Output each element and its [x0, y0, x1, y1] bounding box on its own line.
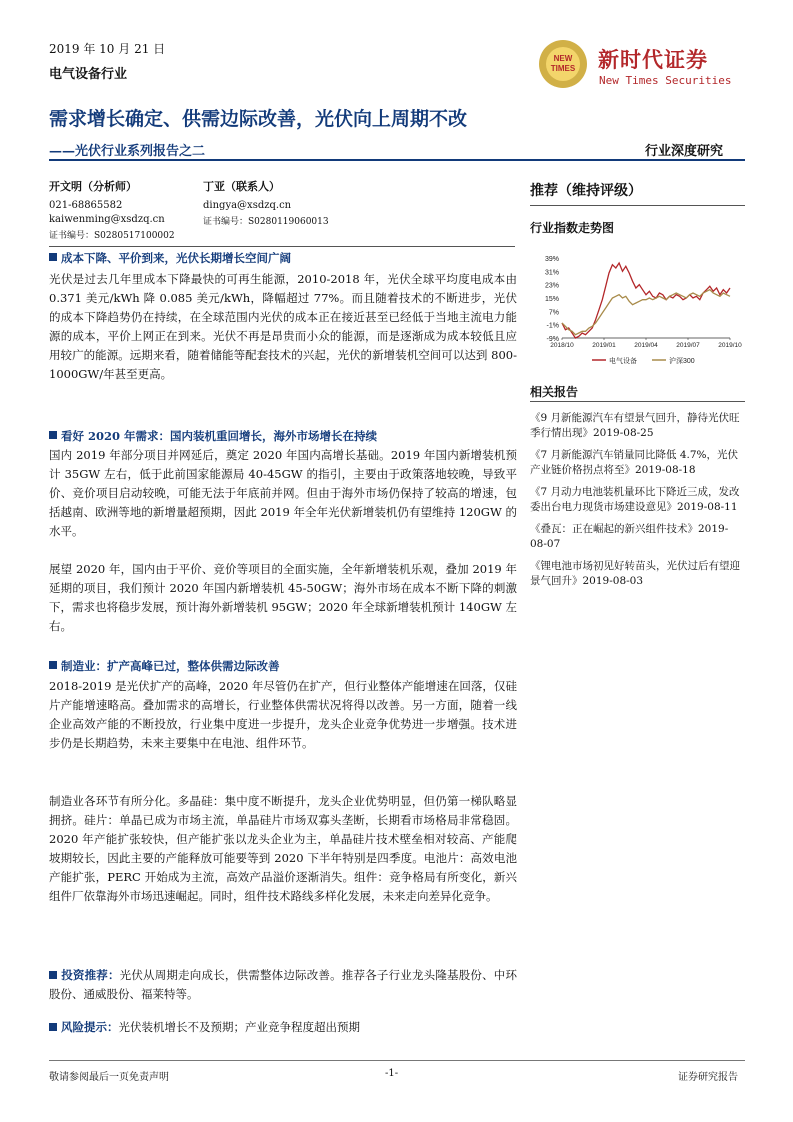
related-report-title: 《7 月新能源汽车销量同比降低 4.7%，光伏产业链价格拐点将至》: [530, 449, 739, 476]
related-report-title: 《7 月动力电池装机量环比下降近三成，发改委出台电力现货市场建设意见》: [530, 486, 740, 513]
y-tick-label: 39%: [544, 256, 559, 263]
analyst-email[interactable]: kaiwenming@xsdzq.cn: [49, 214, 165, 225]
x-tick-label: 2019/01: [592, 342, 616, 349]
y-tick-label: 7%: [548, 309, 559, 317]
section-heading: 制造业：扩产高峰已过，整体供需边际改善: [49, 658, 280, 674]
y-tick-label: 15%: [544, 296, 559, 303]
related-report-item[interactable]: [530, 411, 745, 441]
x-tick-label: 2018/10: [550, 342, 574, 349]
svg-text:TIMES: TIMES: [550, 64, 576, 73]
report-subtitle: ——光伏行业系列报告之二: [49, 144, 206, 159]
related-reports-list: [530, 411, 745, 596]
risk-warning: 风险提示：光伏装机增长不及预期；产业竞争程度超出预期: [49, 1018, 517, 1037]
bullet-square-icon: [49, 661, 57, 669]
related-report-date: 2019-08-03: [582, 575, 644, 587]
rating-divider: [530, 205, 745, 206]
title-divider: [49, 159, 745, 161]
section-paragraph: 2018-2019 是光伏扩产的高峰，2020 年尽管仍在扩产，但行业整体产能增速在回落，仅硅片产能增速略高。叠加需求的高增长，行业整体供需状况将得以改善。另一方面，随着一线企业高效产能的不断投放，行业集中度进一步提升，龙头企业竞争优势进一步增强。技术进步仍是长期趋势，未来主要集中在电池、组件环节。: [49, 679, 517, 750]
bullet-square-icon: [49, 431, 57, 439]
related-report-title: 《9 月新能源汽车有望景气回升，静待光伏旺季行情出现》: [530, 412, 740, 439]
related-report-date: 2019-08-07: [530, 523, 729, 550]
legend-label: 沪深300: [669, 358, 695, 365]
report-type: 行业深度研究: [645, 144, 724, 159]
contact-email[interactable]: dingya@xsdzq.cn: [203, 200, 292, 211]
analyst-primary: [49, 180, 175, 243]
related-report-item[interactable]: [530, 559, 745, 589]
svg-text:NEW: NEW: [553, 54, 573, 63]
section-heading: 成本下降、平价到来，光伏长期增长空间广阔: [49, 250, 291, 266]
section-paragraph: 制造业各环节有所分化。多晶硅：集中度不断提升，龙头企业优势明显，但仍第一梯队略显拥挤。硅片：单晶已成为市场主流，单晶硅片市场双寡头垄断，长期看市场格局非常稳固。2020 年产能扩张较快，但产能扩张以龙头企业为主，单晶硅片技术壁垒相对较高、产能爬坡期较长，因此主要的产能释放可能要等到 2020 下半年特别是四季度。电池片：高效电池产能扩张，PERC 开始成为主流，高效产品溢价逐渐消失。组件：竞争格局有所变化，新兴组件厂依靠海外市场迅速崛起。同时，组件技术路线多样化发展，未来走向差异化竞争。: [49, 794, 517, 903]
index-trend-chart: [530, 250, 745, 375]
analyst-name: 开文明（分析师）: [49, 180, 137, 193]
section-paragraph: 展望 2020 年，国内由于平价、竞价等项目的全面实施，全年新增装机乐观，叠加 2019 年延期的项目，我们预计 2020 年国内新增装机 45-50GW；海外市场在成本不断下降的刺激下，需求也将稳步发展，预计海外新增装机 95GW；2020 年全球新增装机预计 140GW 左右。: [49, 562, 517, 633]
report-title: 需求增长确定、供需边际改善，光伏向上周期不改: [49, 108, 468, 130]
chart-title: 行业指数走势图: [530, 221, 615, 235]
analyst-divider: [49, 246, 515, 247]
footer-report-type: 证券研究报告: [678, 1072, 738, 1083]
y-tick-label: -1%: [546, 322, 559, 330]
related-reports-title: 相关报告: [530, 385, 579, 399]
industry-label: 电气设备行业: [49, 67, 128, 82]
bullet-square-icon: [49, 1023, 57, 1031]
contact-cert: 证书编号：S0280119060013: [203, 217, 329, 227]
x-tick-label: 2019/04: [634, 342, 658, 349]
y-tick-label: 31%: [544, 269, 559, 277]
analyst-phone: 021-68865582: [49, 200, 123, 211]
page-number: -1-: [385, 1068, 399, 1079]
logo-chinese-name: 新时代证券: [598, 47, 708, 72]
related-report-item[interactable]: [530, 522, 745, 552]
analyst-cert: 证书编号：S0280517100002: [49, 231, 175, 241]
bullet-square-icon: [49, 253, 57, 261]
related-divider: [530, 401, 745, 402]
series-line-electrical-equipment: [562, 263, 730, 338]
legend-label: 电气设备: [609, 358, 637, 365]
related-report-item[interactable]: [530, 485, 745, 515]
bullet-square-icon: [49, 971, 57, 979]
related-report-date: 2019-08-18: [635, 464, 696, 476]
logo-english-name: New Times Securities: [599, 74, 732, 87]
y-tick-label: 23%: [544, 282, 559, 290]
section-paragraph: 国内 2019 年部分项目并网延后，奠定 2020 年国内高增长基础。2019 年国内新增装机预计 35GW 左右，低于此前国家能源局 40-45GW 的指引，主要由于政策落地较晚，导致平价、竞价项目启动较晚，可能无法于年底前并网。但由于海外市场仍保持了较高的增速，包括越南、欧洲等地的新增量超预期，因此 2019 年全年光伏新增装机仍有望维持 120GW 的水平。: [49, 448, 517, 538]
analyst-contact: [203, 180, 329, 229]
section-paragraph: 光伏是过去几年里成本下降最快的可再生能源，2010-2018 年，光伏全球平均度电成本由 0.371 美元/kWh 降 0.085 美元/kWh，降幅超过 77%。而且随着技术的不断进步，光伏的成本下降趋势仍在持续，在全球范围内光伏的成本正在接近甚至已经低于当地主流电力能源的成本，平价上网正在到来。光伏不再是昂贵而小众的能源，而是逐渐成为成本较低且应用较广的能源。远期来看，随着储能等配套技术的兴起，光伏的新增装机空间可以达到 800-1000GW/年甚至更高。: [49, 272, 517, 381]
related-report-date: 2019-08-11: [677, 501, 738, 513]
related-report-title: 《叠瓦：正在崛起的新兴组件技术》: [530, 523, 698, 535]
related-report-title: 《锂电池市场初见好转苗头，光伏过后有望迎景气回升》: [530, 560, 740, 587]
investment-recommendation: 投资推荐：光伏从周期走向成长，供需整体边际改善。推荐各子行业龙头隆基股份、中环股份、通威股份、福莱特等。: [49, 968, 517, 1001]
x-tick-label: 2019/10: [718, 342, 742, 349]
section-heading: 看好 2020 年需求：国内装机重回增长，海外市场增长在持续: [49, 428, 377, 444]
footer-disclaimer[interactable]: 敬请参阅最后一页免责声明: [49, 1072, 169, 1083]
series-line-csi300: [562, 290, 730, 335]
report-date: 2019 年 10 月 21 日: [49, 42, 166, 56]
rating: 推荐（维持评级）: [530, 183, 642, 199]
related-report-date: 2019-08-25: [593, 427, 654, 439]
contact-name: 丁亚（联系人）: [203, 180, 280, 193]
footer-divider: [49, 1060, 745, 1061]
x-tick-label: 2019/07: [676, 342, 700, 349]
y-tick-label: -9%: [546, 336, 559, 343]
related-report-item[interactable]: [530, 448, 745, 478]
